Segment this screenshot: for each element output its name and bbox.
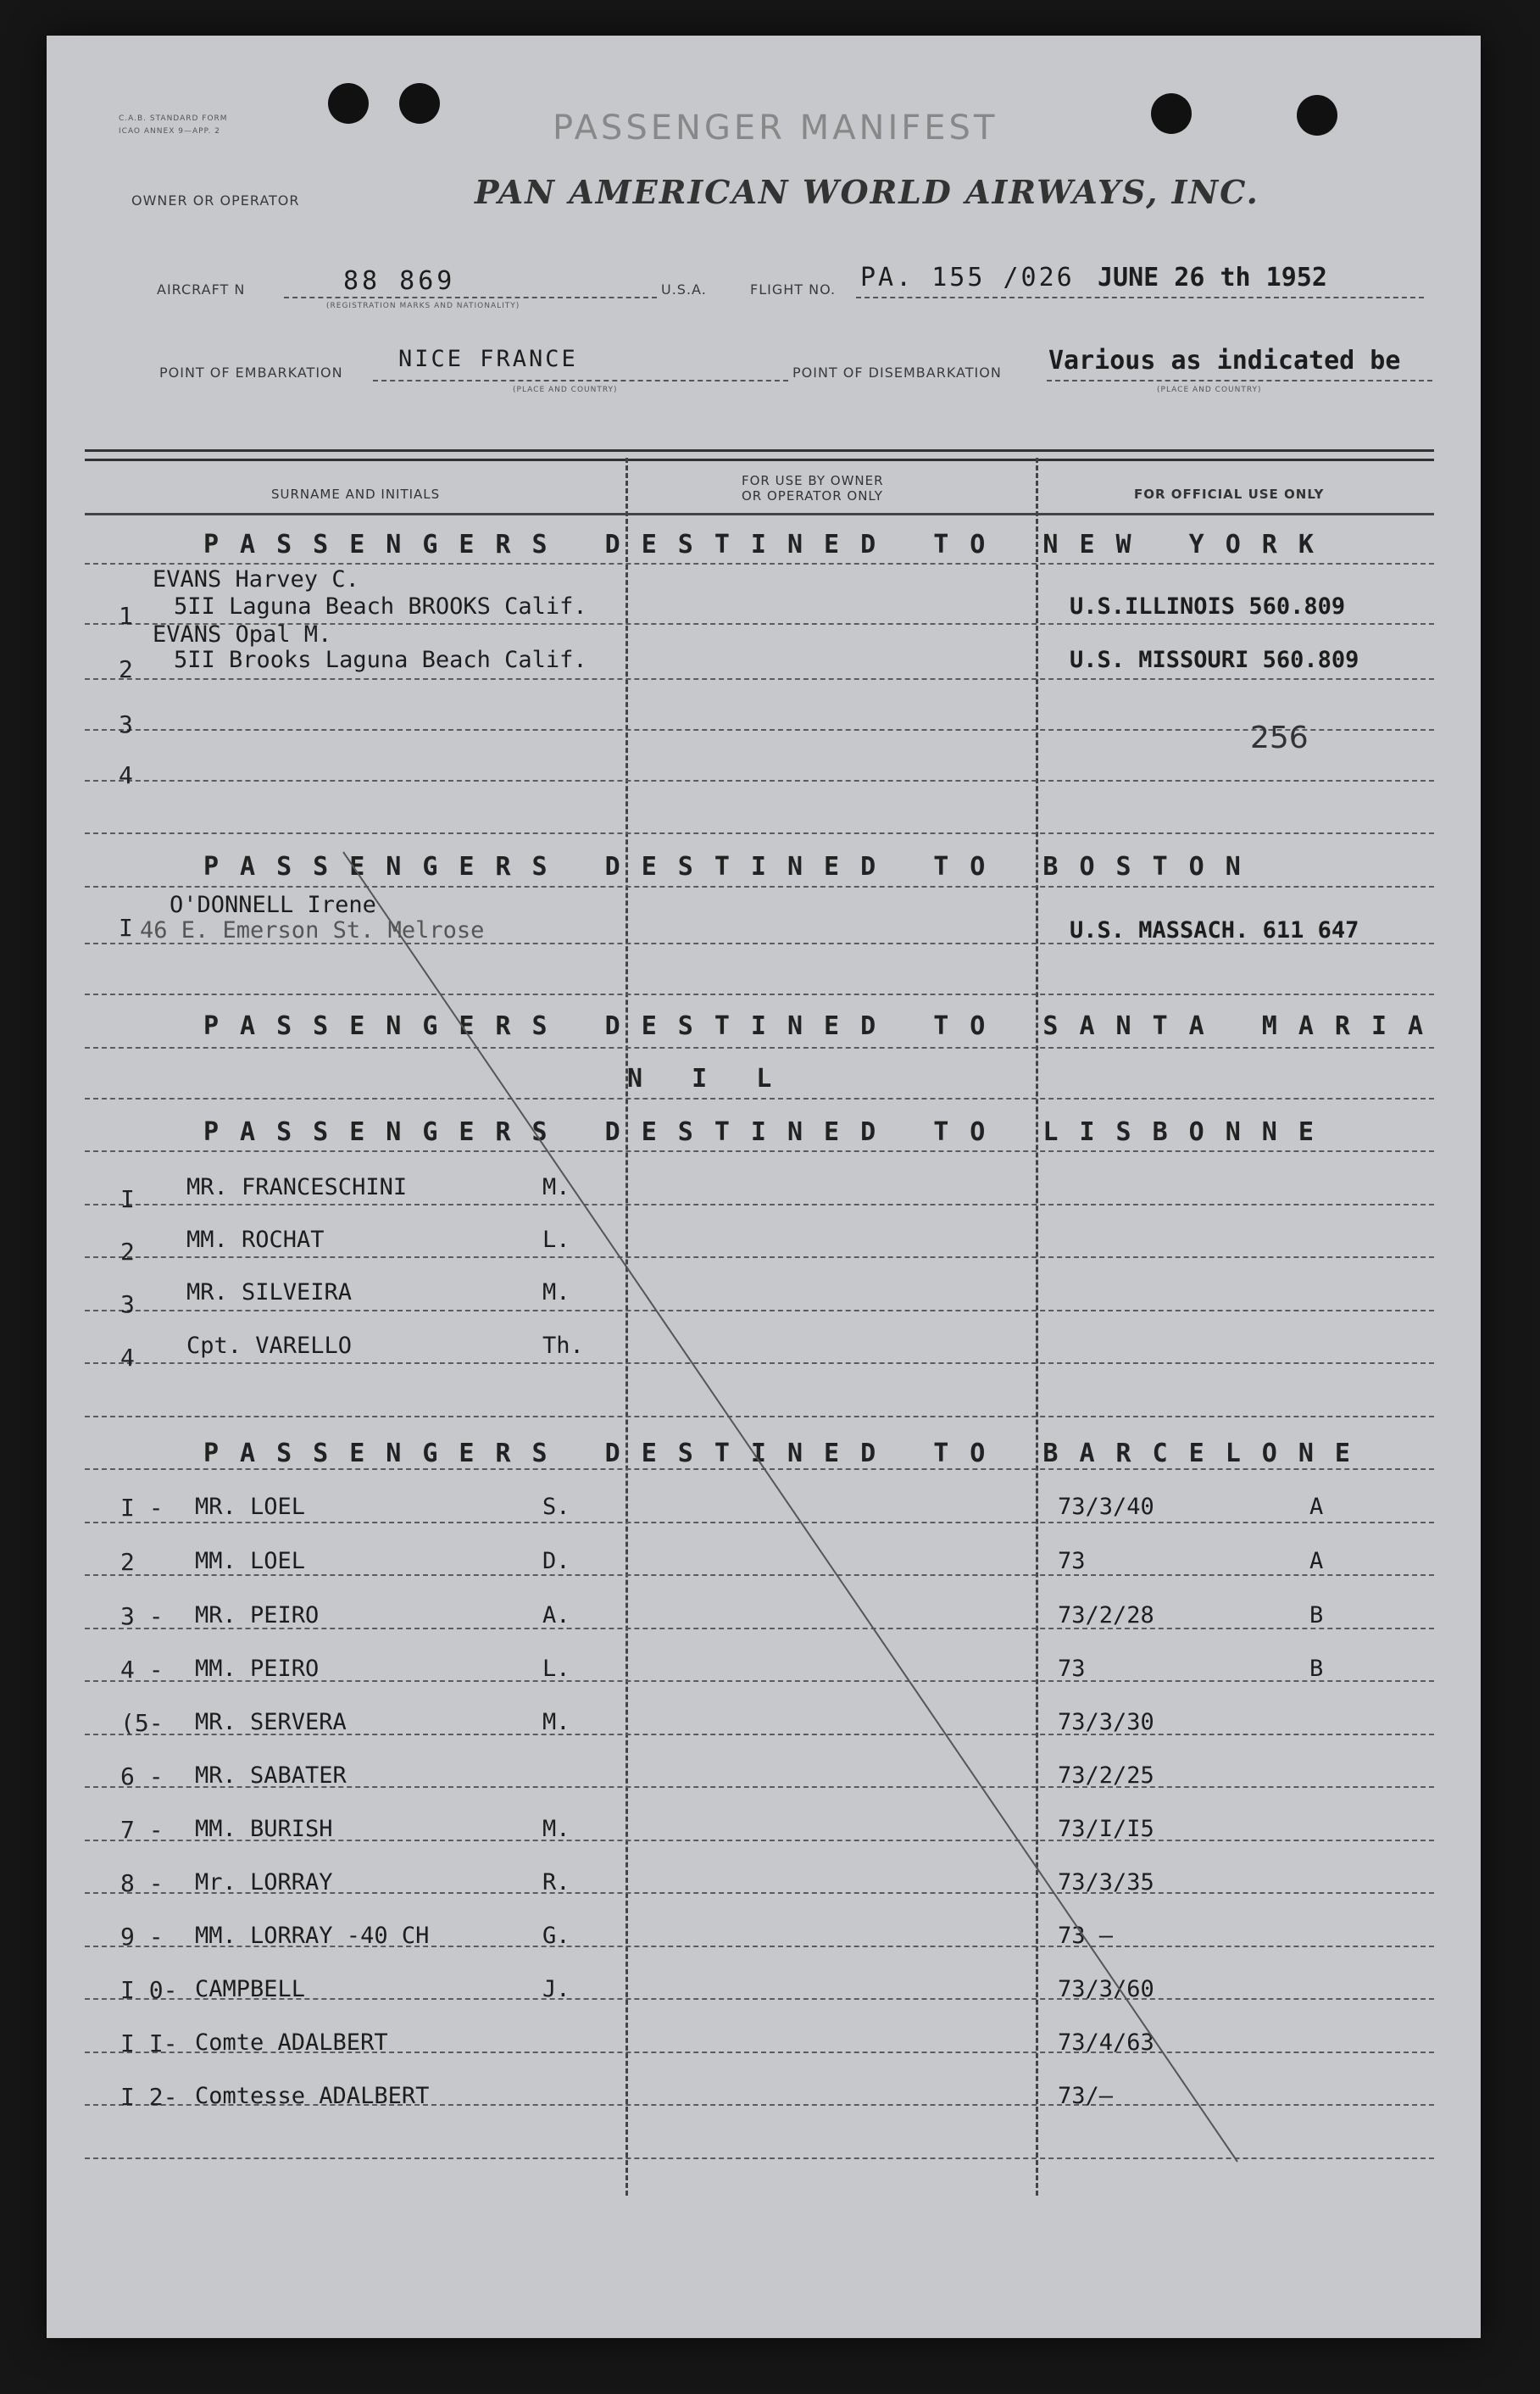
passenger-initial: J.: [542, 1976, 570, 2002]
passenger-name: MM. BURISH: [195, 1816, 333, 1842]
page-title: PASSENGER MANIFEST: [553, 109, 998, 148]
passenger-initial: L.: [542, 1227, 570, 1253]
official-entry: U.S. MISSOURI 560.809: [1070, 647, 1359, 673]
column-header-surname: SURNAME AND INITIALS: [271, 487, 441, 502]
group-code: A: [1309, 1548, 1324, 1574]
passenger-initial: D.: [542, 1548, 570, 1574]
passenger-name: EVANS Harvey C.: [153, 566, 359, 593]
official-entry: 73/2/28: [1058, 1602, 1154, 1628]
disembarkation-label: POINT OF DISEMBARKATION: [792, 365, 1002, 381]
passenger-name: Comtesse ADALBERT: [195, 2083, 430, 2109]
row-number: 2: [119, 655, 133, 683]
column-header-owner-1: FOR USE BY OWNER: [742, 473, 884, 488]
passenger-name: MM. PEIRO: [195, 1656, 320, 1682]
official-entry: 73/3/30: [1058, 1709, 1154, 1735]
passenger-name: MM. LOEL: [195, 1548, 306, 1574]
official-entry: 73 —: [1058, 1923, 1114, 1949]
official-entry: U.S. MASSACH. 611 647: [1070, 917, 1359, 944]
owner-label: OWNER OR OPERATOR: [131, 192, 300, 209]
row-number: 7 -: [120, 1816, 164, 1844]
passenger-address: 5II Brooks Laguna Beach Calif.: [174, 647, 587, 673]
passenger-initial: M.: [542, 1709, 570, 1735]
passenger-initial: G.: [542, 1923, 570, 1949]
passenger-initial: S.: [542, 1494, 570, 1520]
row-number: 3: [120, 1290, 135, 1318]
embarkation-label: POINT OF EMBARKATION: [159, 365, 343, 381]
passenger-initial: M.: [542, 1279, 570, 1306]
row-number: 6 -: [120, 1762, 164, 1790]
official-entry: 73: [1058, 1656, 1086, 1682]
row-number: 2: [120, 1548, 135, 1576]
section-heading-lisbonne: PASSENGERS DESTINED TO LISBONNE: [203, 1117, 1335, 1147]
passenger-name: CAMPBELL: [195, 1976, 306, 2002]
form-reference-1: C.A.B. STANDARD FORM: [119, 114, 228, 123]
section-heading-santa-maria: PASSENGERS DESTINED TO SANTA MARIA: [203, 1011, 1445, 1041]
passenger-name: Mr. LORRAY: [195, 1869, 333, 1896]
passenger-name: EVANS Opal M.: [153, 621, 332, 648]
row-number: 3 -: [120, 1602, 164, 1630]
column-header-official: FOR OFFICIAL USE ONLY: [1134, 487, 1325, 502]
embarkation-value: NICE FRANCE: [398, 346, 578, 372]
row-number: (5-: [120, 1709, 164, 1737]
passenger-name: MR. PEIRO: [195, 1602, 320, 1628]
registration-caption: (REGISTRATION MARKS AND NATIONALITY): [326, 302, 520, 310]
passenger-address: 5II Laguna Beach BROOKS Calif.: [174, 593, 587, 620]
official-entry: 73/3/35: [1058, 1869, 1154, 1896]
disembarkation-value: Various as indicated be: [1048, 346, 1401, 376]
official-entry: U.S.ILLINOIS 560.809: [1070, 593, 1346, 620]
passenger-name: MR. FRANCESCHINI: [186, 1174, 408, 1200]
row-number: I 2-: [120, 2083, 178, 2111]
row-number: I: [120, 1185, 135, 1213]
flight-label: FLIGHT NO.: [750, 281, 837, 298]
passenger-initial: A.: [542, 1602, 570, 1628]
place-caption-1: (PLACE AND COUNTRY): [513, 386, 618, 394]
row-number: 8 -: [120, 1869, 164, 1897]
passenger-name: Comte ADALBERT: [195, 2029, 388, 2056]
official-entry: 73/4/63: [1058, 2029, 1154, 2056]
handwritten-number: 256: [1250, 721, 1309, 755]
flight-date: JUNE 26 th 1952: [1098, 263, 1327, 292]
group-code: B: [1309, 1602, 1324, 1628]
passenger-initial: L.: [542, 1656, 570, 1682]
passenger-address: 46 E. Emerson St. Melrose: [140, 917, 485, 944]
passenger-name: O'DONNELL Irene: [170, 892, 376, 918]
row-number: I I-: [120, 2029, 178, 2057]
passenger-initial: M.: [542, 1816, 570, 1842]
row-number: 1: [119, 602, 133, 630]
flight-number: PA. 155 /026: [860, 263, 1075, 292]
form-reference-2: ICAO ANNEX 9—APP. 2: [119, 127, 220, 136]
section-heading-boston: PASSENGERS DESTINED TO BOSTON: [203, 852, 1262, 882]
passenger-name: Cpt. VARELLO: [186, 1333, 353, 1359]
row-number: I 0-: [120, 1976, 178, 2004]
row-number: I: [119, 914, 133, 942]
official-entry: 73: [1058, 1548, 1086, 1574]
official-entry: 73/I/I5: [1058, 1816, 1154, 1842]
aircraft-label: AIRCRAFT N: [157, 281, 246, 298]
passenger-name: MM. ROCHAT: [186, 1227, 325, 1253]
usa-label: U.S.A.: [661, 281, 707, 298]
row-number: 3: [119, 710, 133, 738]
section-heading-barcelone: PASSENGERS DESTINED TO BARCELONE: [203, 1439, 1371, 1468]
group-code: A: [1309, 1494, 1324, 1520]
row-number: 9 -: [120, 1923, 164, 1951]
passenger-name: MR. SABATER: [195, 1762, 347, 1789]
passenger-name: MM. LORRAY -40 CH: [195, 1923, 430, 1949]
passenger-name: MR. SILVEIRA: [186, 1279, 353, 1306]
passenger-name: MR. SERVERA: [195, 1709, 347, 1735]
aircraft-number: 88 869: [343, 266, 456, 296]
official-entry: 73/—: [1058, 2083, 1114, 2109]
passenger-initial: Th.: [542, 1333, 584, 1359]
row-number: 4: [120, 1344, 135, 1372]
row-number: 2: [120, 1238, 135, 1266]
passenger-name: MR. LOEL: [195, 1494, 306, 1520]
nil-entry: N I L: [627, 1064, 789, 1094]
row-number: 4: [119, 761, 133, 789]
passenger-initial: M.: [542, 1174, 570, 1200]
official-entry: 73/3/40: [1058, 1494, 1154, 1520]
row-number: 4 -: [120, 1656, 164, 1684]
official-entry: 73/3/60: [1058, 1976, 1154, 2002]
passenger-initial: R.: [542, 1869, 570, 1896]
section-heading-new-york: PASSENGERS DESTINED TO NEW YORK: [203, 530, 1335, 560]
company-name: PAN AMERICAN WORLD AIRWAYS, INC.: [475, 173, 1259, 211]
column-header-owner-2: OR OPERATOR ONLY: [742, 488, 883, 504]
group-code: B: [1309, 1656, 1324, 1682]
place-caption-2: (PLACE AND COUNTRY): [1157, 386, 1262, 394]
official-entry: 73/2/25: [1058, 1762, 1154, 1789]
row-number: I -: [120, 1494, 164, 1522]
